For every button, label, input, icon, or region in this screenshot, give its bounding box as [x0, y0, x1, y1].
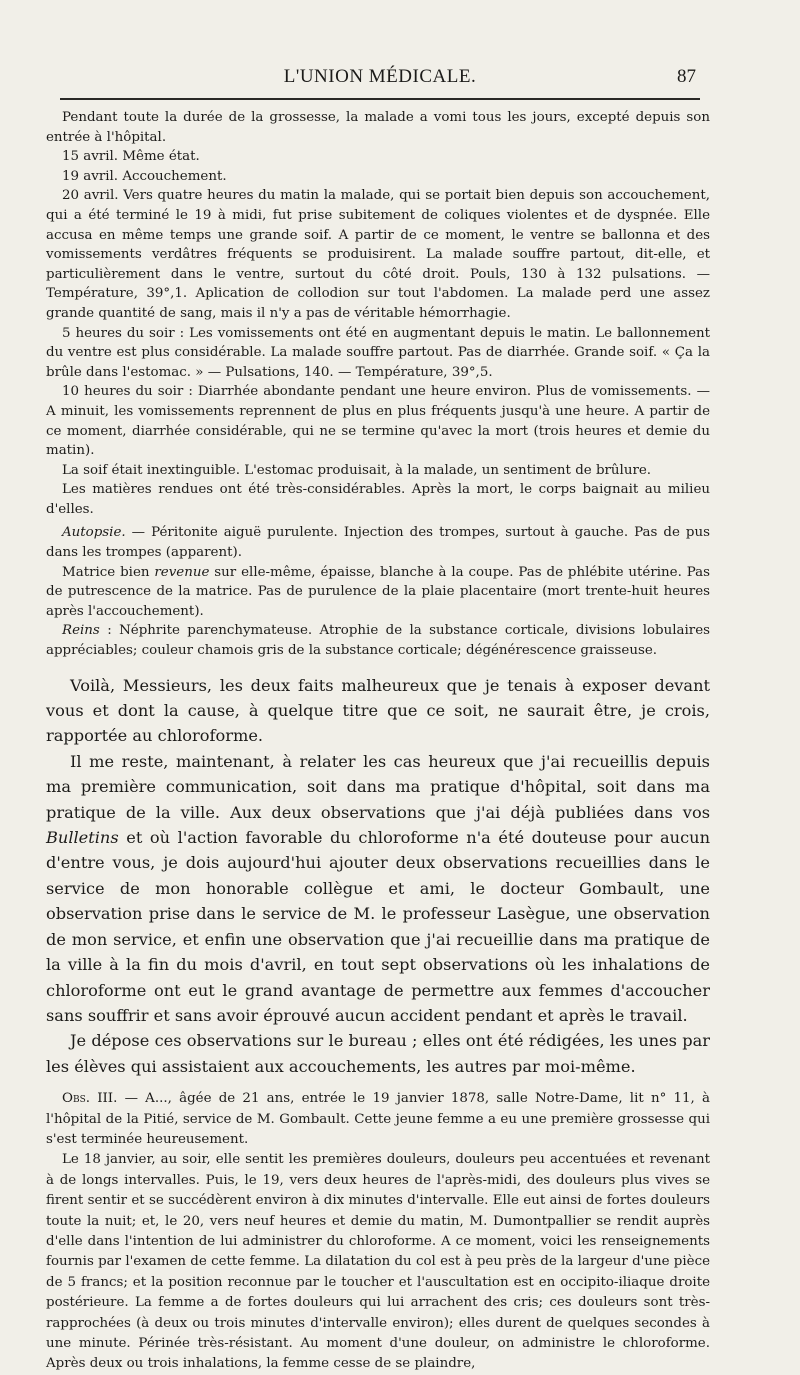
- observation-iii: [46, 1089, 710, 1375]
- autopsy-uterus: [46, 563, 710, 622]
- autopsy-paragraph: [46, 523, 710, 562]
- autopsy-text: sur elle-même, épaisse, blanche à la coupe. Pas de phlébite utérine. Pas de putrescence de la matrice. Pas de purulence de la plaie placentaire (mort trente-huit heures après l'accouchement).: [46, 564, 710, 619]
- observation-label: Obs. III.: [62, 1091, 118, 1107]
- lecture-italic: Bulletins: [46, 828, 119, 848]
- autopsy-text: : Néphrite parenchymateuse. Atrophie de la substance corticale, divisions lobulaires appréciables; couleur chamois gris de la substance corticale; dégénérescence graisseuse.: [46, 623, 710, 659]
- observation-text: — A..., âgée de 21 ans, entrée le 19 janvier 1878, salle Notre-Dame, lit n° 11, à l'hôpital de la Pitié, service de M. Gombault. Cette jeune femme a eu une première grossesse qui s'est terminée heureusement.: [46, 1091, 710, 1147]
- page-header: [60, 62, 700, 96]
- page-number: 87: [677, 66, 696, 87]
- case-note: 15 avril. Même état.: [62, 149, 200, 165]
- case-note: La soif était inextinguible. L'estomac produisait, à la malade, un sentiment de brûlure.: [62, 462, 652, 478]
- autopsy-italic: Reins: [62, 623, 100, 639]
- autopsy-italic: revenue: [154, 564, 210, 580]
- autopsy-kidneys: [46, 621, 710, 660]
- lecture-text-run: et où l'action favorable du chloroforme n'a été douteuse pour aucun d'entre vous, je dois aujourd'hui ajouter deux observations recueillies dans le service de mon honorable collègue et ami, le docteur Gombault, une observation prise dans le service de M. le professeur Lasègue, une observation de mon service, et enfin une observation que j'ai recueillie dans ma pratique de la ville à la fin du mois d'avril, en tout sept observations où les inhalations de chloroforme ont eut le grand avantage de permettre aux femmes d'accoucher sans souffrir et sans avoir éprouvé aucun accident pendant et après le travail.: [46, 828, 710, 1025]
- observation-paragraph: [46, 1089, 710, 1150]
- observation-paragraph: Le 18 janvier, au soir, elle sentit les premières douleurs, douleurs peu accentuées et revenant à de longs intervalles. Puis, le 19, vers deux heures de l'après-midi, des douleurs plus vives se firent sentir et se succédèrent environ à dix minutes d'intervalle. Elle eut ainsi de fortes douleurs toute la nuit; et, le 20, vers neuf heures et demie du matin, M. Dumontpallier se rendit auprès d'elle dans l'intention de lui administrer du chloroforme. A ce moment, voici les renseignements fournis par l'examen de cette femme. La dilatation du col est à peu près de la largeur d'une pièce de 5 francs; et la position reconnue par le toucher et l'auscultation est en occipito-iliaque droite postérieure. La femme a de fortes douleurs qui lui arrachent des cris; ces douleurs sont très-rapprochées (à deux ou trois minutes d'intervalle environ); elles durent de quelques secondes à une minute. Périnée très-résistant. Au moment d'une douleur, on administre le chloroforme. Après deux ou trois inhalations, la femme cesse de se plaindre,: [46, 1152, 710, 1372]
- lecture-paragraph: Je dépose ces observations sur le bureau ; elles ont été rédigées, les unes par les élèves qui assistaient aux accouchements, les autres par moi-même.: [46, 1031, 710, 1076]
- lecture-text: [46, 673, 710, 1080]
- header-rule: [60, 98, 700, 100]
- case-notes: [46, 108, 710, 661]
- running-title: L'UNION MÉDICALE.: [283, 66, 477, 87]
- body-text: [46, 108, 710, 1375]
- case-note: 19 avril. Accouchement.: [62, 168, 227, 184]
- lecture-paragraph: Voilà, Messieurs, les deux faits malheureux que je tenais à exposer devant vous et dont la cause, à quelque titre que ce soit, ne saurait être, je crois, rapportée au chloroforme.: [46, 675, 710, 746]
- lecture-paragraph: [46, 749, 710, 1028]
- lecture-text-run: Il me reste, maintenant, à relater les cas heureux que j'ai recueillis depuis ma première communication, soit dans ma pratique d'hôpital, soit dans ma pratique de la ville. Aux deux observations que j'ai déjà publiées dans vos: [46, 751, 710, 822]
- case-note: 20 avril. Vers quatre heures du matin la malade, qui se portait bien depuis son accouchement, qui a été terminé le 19 à midi, fut prise subitement de coliques violentes et de dyspnée. Elle accusa en même temps une grande soif. A partir de ce moment, le ventre se ballonna et des vomissements verdâtres fréquents se produisirent. La malade souffre partout, dit-elle, et particulièrement dans le ventre, surtout du côté droit. Pouls, 130 à 132 pulsations. — Température, 39°,1. Aplication de collodion sur tout l'abdomen. La malade perd une assez grande quantité de sang, mais il n'y a pas de véritable hémorrhagie.: [46, 188, 710, 321]
- case-note: 10 heures du soir : Diarrhée abondante pendant une heure environ. Plus de vomissements. — A minuit, les vomissements reprennent de plus en plus fréquents jusqu'à une heure. A partir de ce moment, diarrhée considérable, qui ne se termine qu'avec la mort (trois heures et demie du matin).: [46, 384, 710, 459]
- case-note: Les matières rendues ont été très-considérables. Après la mort, le corps baignait au milieu d'elles.: [46, 482, 710, 517]
- case-note: 5 heures du soir : Les vomissements ont été en augmentant depuis le matin. Le ballonnement du ventre est plus considérable. La malade souffre partout. Pas de diarrhée. Grande soif. « Ça la brûle dans l'estomac. » — Pulsations, 140. — Température, 39°,5.: [46, 325, 710, 380]
- autopsy-text: — Péritonite aiguë purulente. Injection des trompes, surtout à gauche. Pas de pus dans les trompes (apparent).: [46, 525, 710, 561]
- autopsy-text: Matrice bien: [62, 564, 155, 580]
- autopsy-label: Autopsie.: [62, 525, 126, 541]
- case-note: Pendant toute la durée de la grossesse, la malade a vomi tous les jours, excepté depuis son entrée à l'hôpital.: [46, 110, 710, 145]
